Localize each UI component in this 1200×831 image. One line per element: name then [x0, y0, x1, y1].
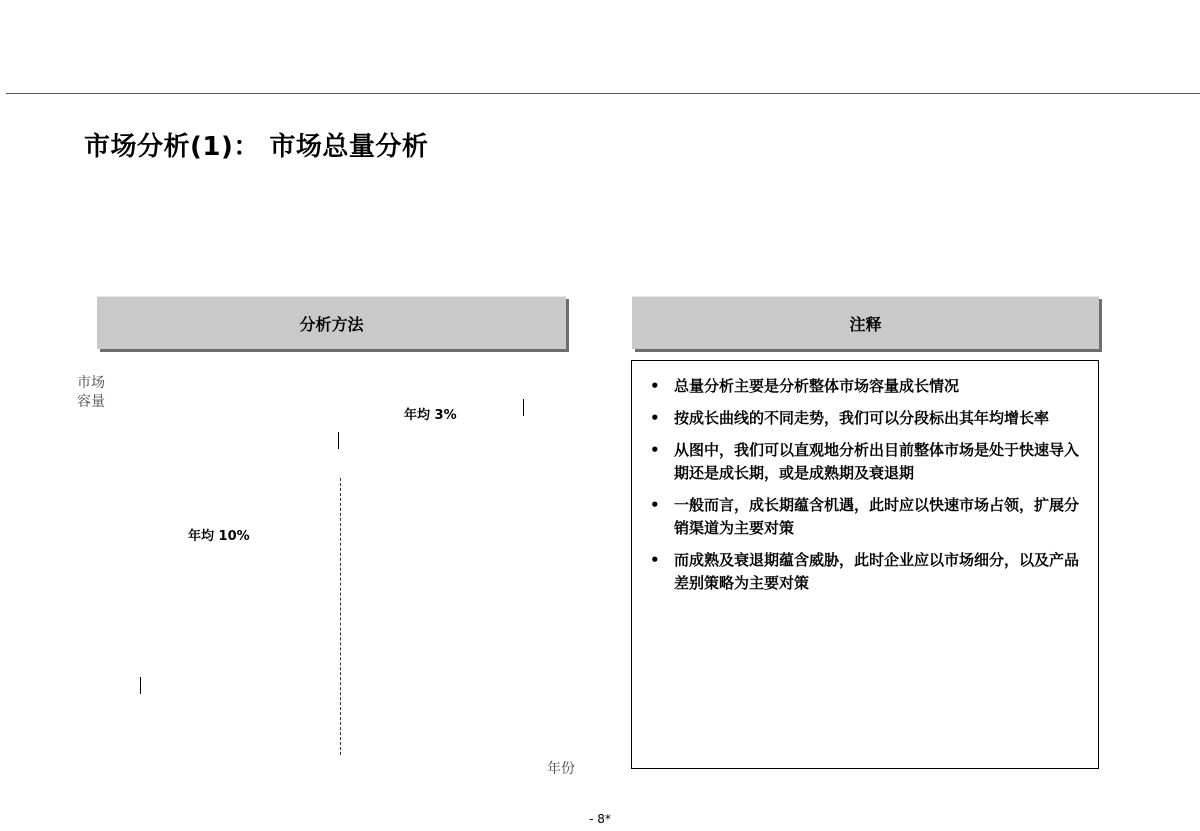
note-item — [648, 549, 1080, 595]
bullet-icon: • — [650, 496, 660, 514]
note-text: 按成长曲线的不同走势，我们可以分段标出其年均增长率 — [674, 409, 1050, 427]
bullet-icon: • — [650, 441, 660, 459]
notes-header — [632, 296, 1099, 349]
note-item — [648, 494, 1080, 540]
stage-divider-dashed-line — [340, 478, 341, 755]
page-title: 市场分析(1)： 市场总量分析 — [84, 132, 429, 162]
note-item — [648, 439, 1080, 485]
note-item — [648, 407, 1080, 430]
growth-label-3-percent: 年均 3% — [404, 408, 457, 423]
analysis-method-header-label: 分析方法 — [299, 314, 364, 334]
bullet-icon: • — [650, 409, 660, 427]
x-axis-label: 年份 — [547, 761, 575, 777]
notes-list — [648, 375, 1080, 595]
top-divider-line — [6, 93, 1200, 94]
notes-header-label: 注释 — [849, 314, 882, 334]
curve-tick-mark — [338, 432, 339, 449]
curve-tick-mark — [140, 677, 141, 694]
note-item — [648, 375, 1080, 398]
note-text: 总量分析主要是分析整体市场容量成长情况 — [674, 377, 960, 395]
growth-label-10-percent: 年均 10% — [188, 529, 250, 544]
notes-box — [631, 360, 1099, 769]
note-text: 而成熟及衰退期蕴含威胁，此时企业应以市场细分，以及产品差别策略为主要对策 — [674, 551, 1080, 592]
analysis-method-header — [97, 296, 566, 349]
curve-tick-mark — [523, 399, 524, 416]
note-text: 从图中，我们可以直观地分析出目前整体市场是处于快速导入期还是成长期，或是成熟期及衰退期 — [674, 441, 1080, 482]
note-text: 一般而言，成长期蕴含机遇，此时应以快速市场占领，扩展分销渠道为主要对策 — [674, 496, 1080, 537]
bullet-icon: • — [650, 377, 660, 395]
y-axis-label: 市场容量 — [77, 375, 105, 410]
bullet-icon: • — [650, 551, 660, 569]
page-number: - 8* — [589, 812, 611, 826]
